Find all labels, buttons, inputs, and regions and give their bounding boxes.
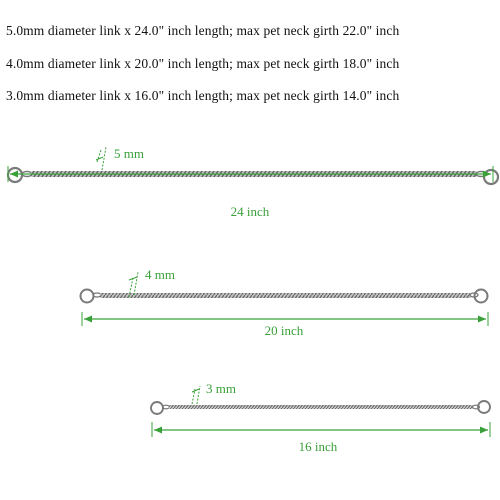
length-label: 24 inch (230, 204, 270, 219)
length-dimension-20 (82, 312, 488, 338)
chain-body (169, 405, 473, 409)
length-dimension-24 (8, 166, 493, 219)
diameter-marker-4mm (129, 267, 175, 297)
chain-16-inch (151, 401, 490, 414)
chain-body (100, 293, 471, 298)
chain-20-inch (81, 290, 488, 303)
diameter-label: 5 mm (114, 146, 144, 161)
diameter-label: 3 mm (206, 381, 236, 396)
diameter-marker-3mm (192, 381, 236, 404)
length-dimension-16 (152, 422, 490, 454)
end-ring-right (475, 290, 488, 303)
end-ring-left (81, 290, 94, 303)
spec-line-3mm: 3.0mm diameter link x 16.0" inch length; max pet neck girth 14.0" inch (6, 88, 400, 103)
diameter-label: 4 mm (145, 267, 175, 282)
end-ring-right (484, 170, 498, 184)
length-label: 20 inch (264, 323, 304, 338)
chain-24-inch (8, 168, 498, 184)
spec-line-4mm: 4.0mm diameter link x 20.0" inch length; max pet neck girth 18.0" inch (6, 56, 400, 71)
length-label: 16 inch (298, 439, 338, 454)
end-ring-left (8, 168, 22, 182)
spec-line-5mm: 5.0mm diameter link x 24.0" inch length; max pet neck girth 22.0" inch (6, 23, 400, 38)
diameter-marker-5mm (96, 146, 144, 170)
end-ring-left (151, 402, 163, 414)
